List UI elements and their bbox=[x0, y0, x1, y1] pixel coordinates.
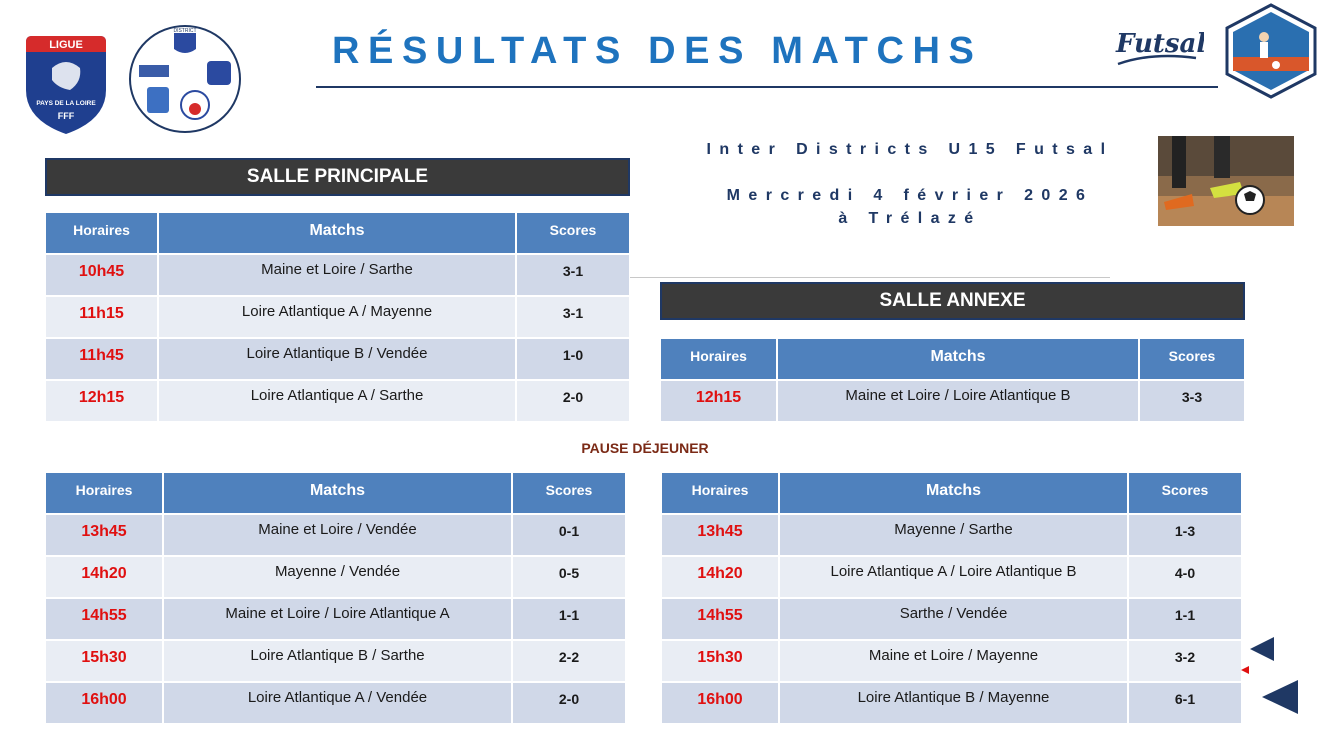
time-cell: 14h20 bbox=[662, 557, 778, 597]
match-cell: Maine et Loire / Loire Atlantique A bbox=[164, 599, 511, 639]
column-header-time: Horaires bbox=[662, 473, 778, 513]
room-banner-annexe: SALLE ANNEXE bbox=[660, 282, 1245, 320]
table-row bbox=[662, 683, 1241, 723]
table-header-row bbox=[46, 213, 629, 253]
column-header-time: Horaires bbox=[661, 339, 776, 379]
event-name: Inter Districts U15 Futsal bbox=[706, 141, 1114, 158]
time-cell: 13h45 bbox=[662, 515, 778, 555]
column-header-score: Scores bbox=[517, 213, 629, 253]
districts-logo-circle bbox=[127, 23, 243, 135]
match-cell: Loire Atlantique A / Sarthe bbox=[159, 381, 515, 421]
futsal-player-photo bbox=[1158, 136, 1294, 226]
table-row bbox=[662, 641, 1241, 681]
table-row bbox=[46, 515, 625, 555]
event-date: Mercredi 4 février 2026 bbox=[726, 187, 1094, 204]
time-cell: 11h15 bbox=[46, 297, 157, 337]
match-cell: Maine et Loire / Mayenne bbox=[780, 641, 1127, 681]
score-cell: 1-3 bbox=[1129, 515, 1241, 555]
table-row bbox=[46, 641, 625, 681]
time-cell: 15h30 bbox=[662, 641, 778, 681]
score-cell: 2-0 bbox=[513, 683, 625, 723]
score-cell: 3-2 bbox=[1129, 641, 1241, 681]
time-cell: 14h55 bbox=[46, 599, 162, 639]
score-cell: 6-1 bbox=[1129, 683, 1241, 723]
table-row bbox=[46, 557, 625, 597]
table-row bbox=[46, 683, 625, 723]
results-table-annexe-afternoon bbox=[660, 471, 1243, 725]
match-cell: Loire Atlantique B / Vendée bbox=[159, 339, 515, 379]
match-cell: Loire Atlantique B / Sarthe bbox=[164, 641, 511, 681]
district-label: DISTRICT bbox=[173, 28, 197, 34]
match-cell: Maine et Loire / Loire Atlantique B bbox=[778, 381, 1138, 421]
separator-line bbox=[630, 277, 1110, 278]
table-row bbox=[46, 255, 629, 295]
match-cell: Sarthe / Vendée bbox=[780, 599, 1127, 639]
decorative-arrow-icon bbox=[1250, 637, 1274, 661]
match-cell: Maine et Loire / Sarthe bbox=[159, 255, 515, 295]
column-header-time: Horaires bbox=[46, 213, 157, 253]
results-table-principale-afternoon bbox=[44, 471, 627, 725]
table-row bbox=[46, 599, 625, 639]
column-header-match: Matchs bbox=[778, 339, 1138, 379]
page-title: RÉSULTATS DES MATCHS bbox=[332, 30, 983, 72]
lunch-break-label: PAUSE DÉJEUNER bbox=[581, 440, 709, 456]
column-header-time: Horaires bbox=[46, 473, 162, 513]
futsal-hexagon-logo bbox=[1224, 3, 1318, 99]
match-cell: Mayenne / Vendée bbox=[164, 557, 511, 597]
ligue-fff-label: FFF bbox=[57, 111, 75, 121]
score-cell: 1-0 bbox=[517, 339, 629, 379]
column-header-score: Scores bbox=[1140, 339, 1244, 379]
match-cell: Maine et Loire / Vendée bbox=[164, 515, 511, 555]
score-cell: 3-1 bbox=[517, 297, 629, 337]
decorative-large-arrow-icon bbox=[1262, 680, 1298, 714]
table-row bbox=[661, 381, 1244, 421]
time-cell: 16h00 bbox=[46, 683, 162, 723]
column-header-match: Matchs bbox=[164, 473, 511, 513]
room-banner-principale: SALLE PRINCIPALE bbox=[45, 158, 630, 196]
futsal-label: Futsal bbox=[1116, 29, 1204, 59]
time-cell: 13h45 bbox=[46, 515, 162, 555]
time-cell: 14h20 bbox=[46, 557, 162, 597]
column-header-score: Scores bbox=[1129, 473, 1241, 513]
time-cell: 10h45 bbox=[46, 255, 157, 295]
table-header-row bbox=[661, 339, 1244, 379]
score-cell: 2-2 bbox=[513, 641, 625, 681]
time-cell: 15h30 bbox=[46, 641, 162, 681]
match-cell: Loire Atlantique A / Vendée bbox=[164, 683, 511, 723]
event-place: à Trélazé bbox=[838, 210, 982, 227]
table-row bbox=[46, 297, 629, 337]
score-cell: 4-0 bbox=[1129, 557, 1241, 597]
table-row bbox=[662, 599, 1241, 639]
column-header-match: Matchs bbox=[780, 473, 1127, 513]
results-table-principale-morning bbox=[44, 211, 631, 423]
score-cell: 1-1 bbox=[513, 599, 625, 639]
table-header-row bbox=[46, 473, 625, 513]
table-row bbox=[662, 515, 1241, 555]
time-cell: 14h55 bbox=[662, 599, 778, 639]
column-header-score: Scores bbox=[513, 473, 625, 513]
table-row bbox=[46, 381, 629, 421]
title-underline bbox=[316, 86, 1218, 88]
score-cell: 2-0 bbox=[517, 381, 629, 421]
score-cell: 1-1 bbox=[1129, 599, 1241, 639]
ligue-pays-de-la-loire-logo bbox=[22, 28, 110, 136]
futsal-logo bbox=[1112, 22, 1204, 78]
table-row bbox=[662, 557, 1241, 597]
match-cell: Loire Atlantique A / Loire Atlantique B bbox=[780, 557, 1127, 597]
score-cell: 3-1 bbox=[517, 255, 629, 295]
table-row bbox=[46, 339, 629, 379]
results-table-annexe-morning bbox=[659, 337, 1246, 423]
score-cell: 3-3 bbox=[1140, 381, 1244, 421]
match-cell: Loire Atlantique B / Mayenne bbox=[780, 683, 1127, 723]
time-cell: 16h00 bbox=[662, 683, 778, 723]
match-cell: Loire Atlantique A / Mayenne bbox=[159, 297, 515, 337]
ligue-top-label: LIGUE bbox=[49, 39, 83, 51]
ligue-bottom-label: PAYS DE LA LOIRE bbox=[36, 100, 96, 107]
match-cell: Mayenne / Sarthe bbox=[780, 515, 1127, 555]
column-header-match: Matchs bbox=[159, 213, 515, 253]
time-cell: 12h15 bbox=[46, 381, 157, 421]
score-cell: 0-1 bbox=[513, 515, 625, 555]
score-cell: 0-5 bbox=[513, 557, 625, 597]
decorative-small-arrow-icon bbox=[1241, 666, 1249, 674]
time-cell: 12h15 bbox=[661, 381, 776, 421]
table-header-row bbox=[662, 473, 1241, 513]
time-cell: 11h45 bbox=[46, 339, 157, 379]
